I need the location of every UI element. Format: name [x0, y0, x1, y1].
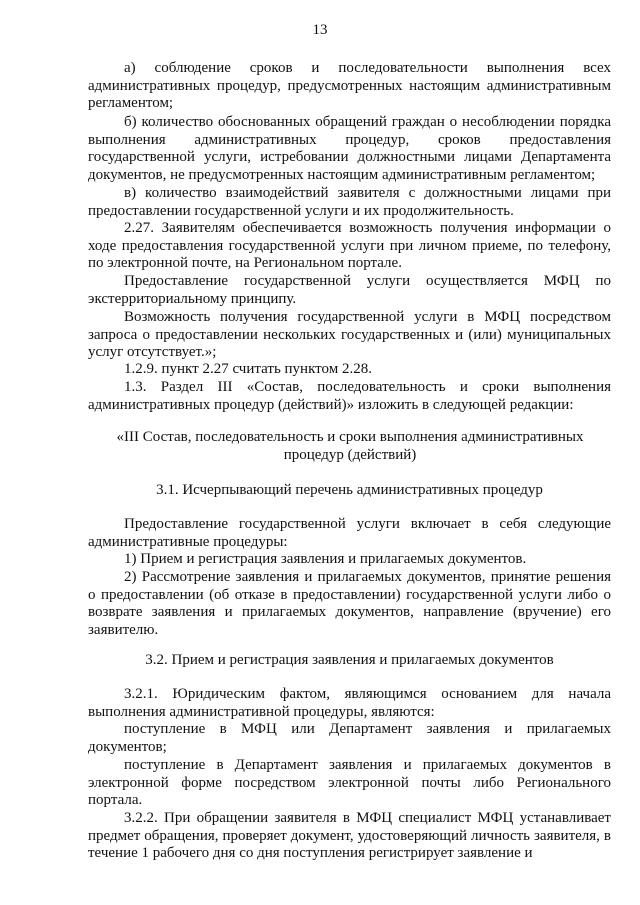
- subsection-3-2-title: [88, 652, 611, 670]
- paragraph-text: а) соблюдение сроков и последовательности выполнения всех административных процедур, предусмотренных настоящим административным регламентом;: [88, 60, 611, 112]
- paragraph-text: в) количество взаимодействий заявителя с должностными лицами при предоставлении государственной услуги и их продолжительность.: [88, 185, 611, 219]
- subsection-3-1-title: [88, 482, 611, 500]
- paragraph-text: поступление в МФЦ или Департамент заявления и прилагаемых документов;: [88, 721, 611, 755]
- paragraph-text: 1.3. Раздел III «Состав, последовательность и сроки выполнения административных процедур (действий)» изложить в следующей редакции:: [88, 379, 611, 413]
- paragraph-3-2-2: [88, 810, 611, 863]
- paragraph-mfc-complex-request: [88, 309, 611, 362]
- paragraph-v: [88, 185, 611, 220]
- paragraph-text: 1.2.9. пункт 2.27 считать пунктом 2.28.: [124, 361, 372, 377]
- subsection-title-text: 3.1. Исчерпывающий перечень административных процедур: [156, 482, 543, 498]
- paragraph-1-2-9: [88, 361, 611, 379]
- paragraph-text: 3.2.1. Юридическим фактом, являющимся основанием для начала выполнения административной процедуры, являются:: [88, 686, 611, 720]
- paragraph-text: 1) Прием и регистрация заявления и прилагаемых документов.: [124, 551, 527, 567]
- paragraph-b: [88, 114, 611, 184]
- page-number: 13: [312, 22, 328, 38]
- paragraph-1-3: [88, 379, 611, 414]
- paragraph-mfc-extraterritorial: [88, 273, 611, 308]
- paragraph-text: Возможность получения государственной услуги в МФЦ посредством запроса о предоставлении нескольких государственных и (или) муниципальных услуг отсутствует.»;: [88, 309, 611, 361]
- paragraph-text: б) количество обоснованных обращений граждан о несоблюдении порядка выполнения административных процедур, сроков предоставления государственной услуги, истребовании должностными лицами Департамента документов, не предусмотренных настоящим административным регламентом;: [88, 114, 611, 183]
- paragraph-text: поступление в Департамент заявления и прилагаемых документов в электронной форме посредством электронной почты либо Регионального портала.: [88, 757, 611, 809]
- paragraph-text: Предоставление государственной услуги осуществляется МФЦ по экстерриториальному принципу.: [88, 273, 611, 307]
- paragraph-text: Предоставление государственной услуги включает в себя следующие административные процедуры:: [88, 516, 611, 550]
- paragraph-text: 2.27. Заявителям обеспечивается возможность получения информации о ходе предоставления государственной услуги при личном приеме, по телефону, по электронной почте, на Региональном портале.: [88, 220, 611, 272]
- paragraph-procedure-2: [88, 569, 611, 639]
- paragraph-text: 2) Рассмотрение заявления и прилагаемых документов, принятие решения о предоставлении (об отказе в предоставлении) государственной услуги либо о возврате заявления и прилагаемых документов, направление (вручение) его заявителю.: [88, 569, 611, 638]
- paragraph-2-27: [88, 220, 611, 273]
- paragraph-procedure-1: [88, 551, 611, 569]
- paragraph-3-2-1: [88, 686, 611, 721]
- paragraph-receipt-mfc: [88, 721, 611, 756]
- section-title: [108, 429, 592, 464]
- subsection-title-text: 3.2. Прием и регистрация заявления и прилагаемых документов: [145, 652, 554, 668]
- paragraph-a: [88, 60, 611, 113]
- section-title-text: «III Состав, последовательность и сроки выполнения административных процедур (действий): [116, 429, 584, 463]
- paragraph-receipt-electronic: [88, 757, 611, 810]
- paragraph-procedures-intro: [88, 516, 611, 551]
- paragraph-text: 3.2.2. При обращении заявителя в МФЦ специалист МФЦ устанавливает предмет обращения, проверяет документ, удостоверяющий личность заявителя, в течение 1 рабочего дня со дня поступления регистрирует заявление и: [88, 810, 611, 862]
